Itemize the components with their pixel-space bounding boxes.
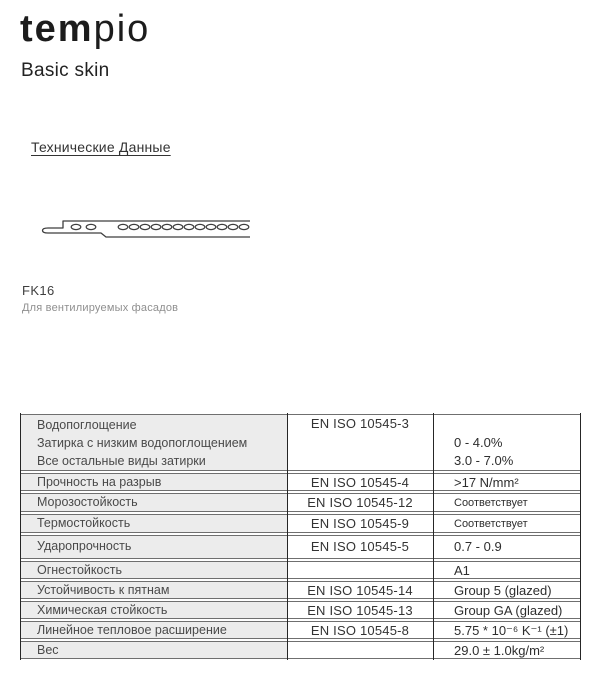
value-cell: Group 5 (glazed) [433,581,581,599]
property-cell: Водопоглощение Затирка с низким водопоглощением Все остальные виды затирки [20,414,287,471]
standard-cell: EN ISO 10545-5 [287,535,433,559]
standard-cell: EN ISO 10545-8 [287,621,433,639]
standard-cell [287,641,433,659]
profile-description: Для вентилируемых фасадов [22,302,179,314]
standard-cell: EN ISO 10545-3 [287,414,433,471]
property-cell: Термостойкость [20,514,287,533]
standard-cell: EN ISO 10545-14 [287,581,433,599]
table-row [20,414,581,471]
property-cell: Вес [20,641,287,659]
value-cell: A1 [433,561,581,579]
table-row [20,601,581,619]
property-cell: Устойчивость к пятнам [20,581,287,599]
table-border-right [580,413,581,660]
value-cell: >17 N/mm² [433,473,581,491]
table-row [20,641,581,659]
value-cell: Соответствует [433,514,581,533]
property-cell: Ударопрочность [20,535,287,559]
value-cell: 0.7 - 0.9 [433,535,581,559]
panel-perforations [71,224,249,229]
brand-logo-light: pio [93,8,151,50]
property-cell: Морозостойкость [20,493,287,512]
table-row [20,621,581,639]
standard-cell: EN ISO 10545-9 [287,514,433,533]
value-cell: 5.75 * 10⁻⁶ K⁻¹ (±1) [433,621,581,639]
value-cell: 29.0 ± 1.0kg/m² [433,641,581,659]
brand-logo [20,8,150,52]
table-divider-property-standard [287,413,288,660]
value-cell: Соответствует [433,493,581,512]
property-cell: Линейное тепловое расширение [20,621,287,639]
table-row [20,493,581,512]
product-name: Basic skin [21,60,110,81]
property-cell: Химическая стойкость [20,601,287,619]
standard-cell [287,561,433,579]
section-heading: Технические Данные [31,139,171,155]
profile-code: FK16 [22,283,55,298]
value-cell: Group GA (glazed) [433,601,581,619]
value-cell: 0 - 4.0% 3.0 - 7.0% [433,414,581,471]
technical-data-table [20,412,581,661]
standard-cell: EN ISO 10545-4 [287,473,433,491]
table-row [20,581,581,599]
standard-cell: EN ISO 10545-13 [287,601,433,619]
brand-logo-bold: tem [20,8,94,50]
property-cell: Прочность на разрыв [20,473,287,491]
table-row [20,535,581,559]
table-row [20,473,581,491]
table-row [20,561,581,579]
table-border-left [20,413,21,660]
panel-profile-drawing [20,213,250,241]
property-cell: Огнестойкость [20,561,287,579]
standard-cell: EN ISO 10545-12 [287,493,433,512]
table-row [20,514,581,533]
table-divider-standard-value [433,413,434,660]
